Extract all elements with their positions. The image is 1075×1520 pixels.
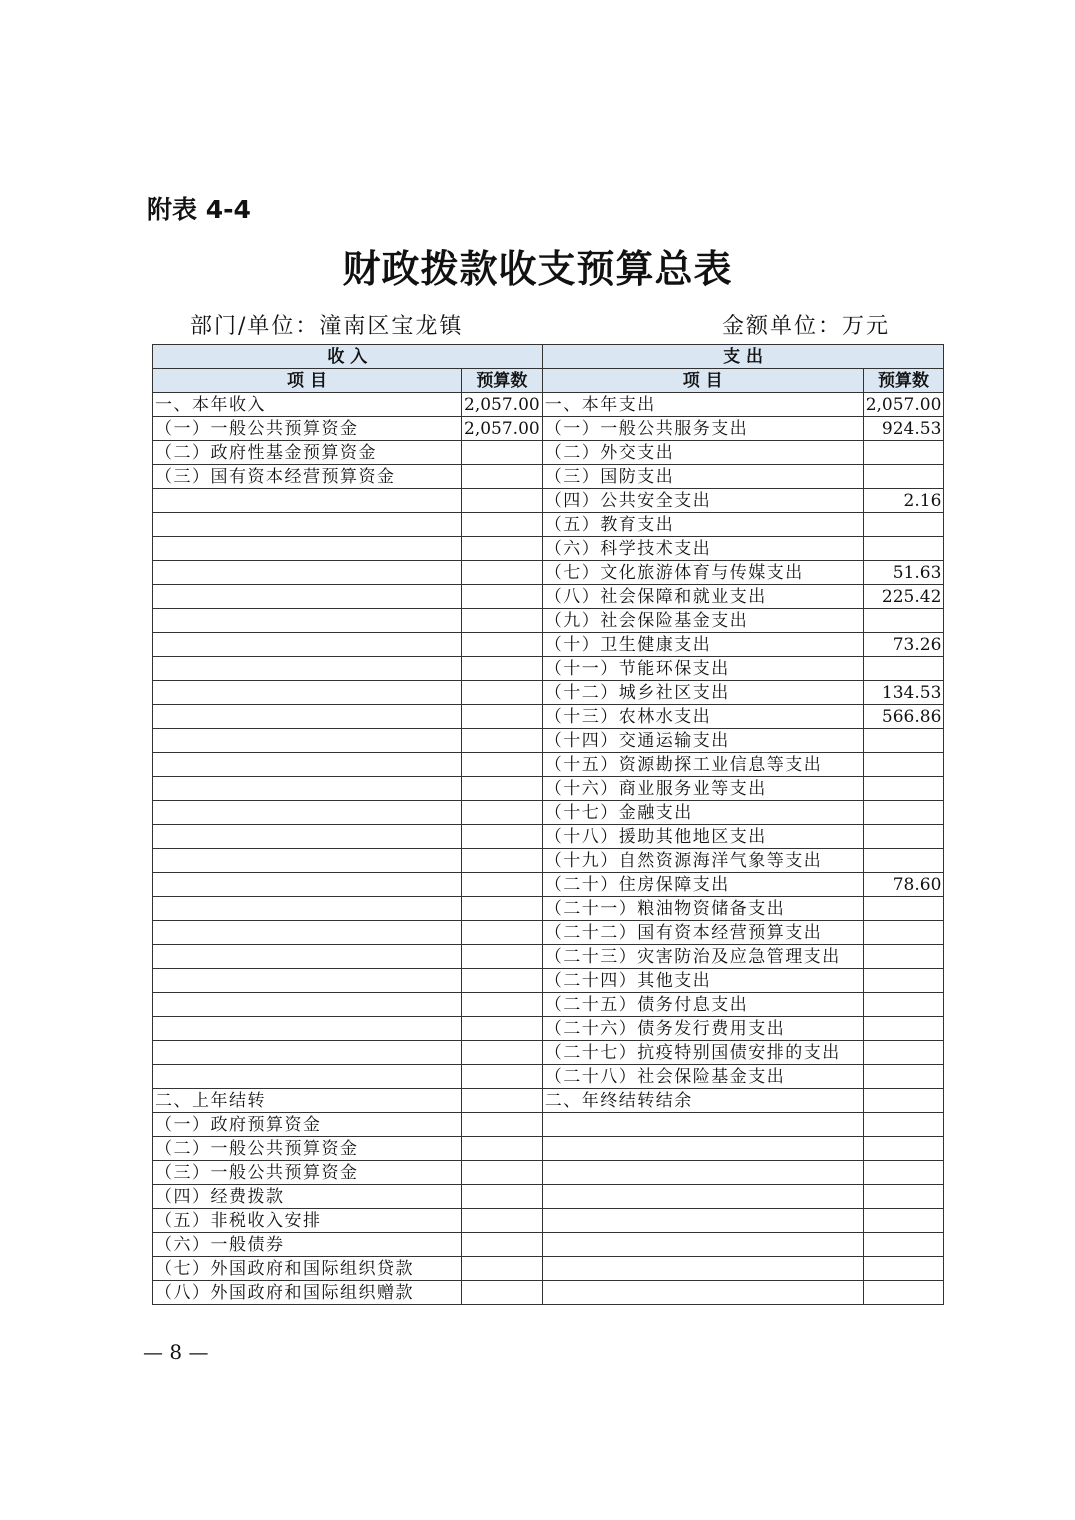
income-amount-cell (462, 1113, 543, 1137)
table-row (153, 489, 944, 513)
table-row (153, 1017, 944, 1041)
expense-amount-cell (863, 1257, 944, 1281)
expense-amount-cell: 2.16 (863, 489, 944, 513)
expense-amount-cell (863, 1233, 944, 1257)
table-row (153, 585, 944, 609)
expense-item-cell (542, 1113, 863, 1137)
expense-amount-cell (863, 945, 944, 969)
expense-item-cell (542, 1209, 863, 1233)
expense-amount-cell: 73.26 (863, 633, 944, 657)
income-amount-cell (462, 1209, 543, 1233)
expense-amount-cell (863, 465, 944, 489)
table-row (153, 1185, 944, 1209)
income-item-cell (153, 945, 462, 969)
income-item-cell: （八）外国政府和国际组织赠款 (153, 1281, 462, 1305)
expense-amount-cell (863, 441, 944, 465)
income-amount-cell (462, 657, 543, 681)
expense-item-cell: （四）公共安全支出 (542, 489, 863, 513)
expense-amount-cell: 225.42 (863, 585, 944, 609)
expense-amount-cell (863, 1137, 944, 1161)
income-amount-cell: 2,057.00 (462, 393, 543, 417)
income-item-cell (153, 969, 462, 993)
expense-item-cell: （二）外交支出 (542, 441, 863, 465)
expense-amount-cell (863, 777, 944, 801)
table-row (153, 825, 944, 849)
income-amount-cell (462, 993, 543, 1017)
table-row (153, 1089, 944, 1113)
income-header: 收 入 (153, 345, 543, 369)
income-amount-cell (462, 1185, 543, 1209)
table-group-header-row (153, 345, 944, 369)
expense-item-cell: 二、年终结转结余 (542, 1089, 863, 1113)
table-row (153, 1065, 944, 1089)
income-item-cell: （三）一般公共预算资金 (153, 1161, 462, 1185)
expense-amount-cell (863, 1281, 944, 1305)
table-row (153, 897, 944, 921)
income-item-cell (153, 825, 462, 849)
income-amount-cell (462, 969, 543, 993)
expense-amount-cell (863, 825, 944, 849)
income-amount-cell (462, 1233, 543, 1257)
income-item-cell (153, 849, 462, 873)
income-amount-cell (462, 1137, 543, 1161)
expense-item-cell: （二十三）灾害防治及应急管理支出 (542, 945, 863, 969)
table-row (153, 441, 944, 465)
table-row (153, 393, 944, 417)
income-amount-cell (462, 1281, 543, 1305)
income-amount-cell (462, 849, 543, 873)
page-title: 财政拨款收支预算总表 (342, 246, 733, 291)
department-label: 部门/单位：潼南区宝龙镇 (190, 314, 464, 339)
expense-amount-cell (863, 1185, 944, 1209)
expense-item-cell: （十九）自然资源海洋气象等支出 (542, 849, 863, 873)
income-item-cell (153, 993, 462, 1017)
income-amount-cell (462, 1065, 543, 1089)
income-item-cell (153, 633, 462, 657)
expense-item-cell (542, 1137, 863, 1161)
expense-amount-cell (863, 753, 944, 777)
expense-item-cell: （十八）援助其他地区支出 (542, 825, 863, 849)
income-item-cell (153, 489, 462, 513)
expense-amount-cell (863, 897, 944, 921)
expense-item-cell: （二十一）粮油物资储备支出 (542, 897, 863, 921)
table-row (153, 1113, 944, 1137)
expense-item-cell: （十三）农林水支出 (542, 705, 863, 729)
table-row (153, 921, 944, 945)
income-item-cell: （六）一般债券 (153, 1233, 462, 1257)
income-item-cell (153, 1017, 462, 1041)
expense-amount-cell (863, 1209, 944, 1233)
income-item-cell: （七）外国政府和国际组织贷款 (153, 1257, 462, 1281)
income-item-cell (153, 729, 462, 753)
expense-item-cell (542, 1257, 863, 1281)
table-row (153, 609, 944, 633)
income-item-cell: （四）经费拨款 (153, 1185, 462, 1209)
expense-amount-cell (863, 849, 944, 873)
expense-item-cell: （十四）交通运输支出 (542, 729, 863, 753)
income-amount-cell (462, 1161, 543, 1185)
expense-item-cell: （一）一般公共服务支出 (542, 417, 863, 441)
income-item-cell: （二）政府性基金预算资金 (153, 441, 462, 465)
table-row (153, 1209, 944, 1233)
expense-item-cell: （二十四）其他支出 (542, 969, 863, 993)
table-row (153, 417, 944, 441)
expense-amount-cell (863, 1065, 944, 1089)
expense-amount-cell (863, 537, 944, 561)
expense-item-cell: （二十）住房保障支出 (542, 873, 863, 897)
income-amount-cell (462, 945, 543, 969)
table-row (153, 1041, 944, 1065)
expense-amount-cell (863, 801, 944, 825)
table-row (153, 681, 944, 705)
expense-item-cell: （二十七）抗疫特别国债安排的支出 (542, 1041, 863, 1065)
expense-amount-column-header: 预算数 (863, 369, 944, 393)
table-row (153, 1281, 944, 1305)
expense-item-cell (542, 1281, 863, 1305)
expense-amount-cell (863, 657, 944, 681)
table-row (153, 465, 944, 489)
income-item-cell: （五）非税收入安排 (153, 1209, 462, 1233)
table-row (153, 1137, 944, 1161)
income-item-cell: 二、上年结转 (153, 1089, 462, 1113)
income-amount-cell (462, 681, 543, 705)
expense-amount-cell (863, 609, 944, 633)
income-item-cell (153, 705, 462, 729)
budget-table-body (153, 393, 944, 1305)
expense-item-cell: （二十二）国有资本经营预算支出 (542, 921, 863, 945)
income-item-cell (153, 897, 462, 921)
income-amount-cell (462, 753, 543, 777)
income-amount-cell (462, 1257, 543, 1281)
income-amount-cell (462, 873, 543, 897)
expense-amount-cell (863, 1113, 944, 1137)
expense-amount-cell: 78.60 (863, 873, 944, 897)
expense-item-cell: （六）科学技术支出 (542, 537, 863, 561)
expense-amount-cell (863, 729, 944, 753)
income-amount-cell (462, 561, 543, 585)
expense-item-cell: （二十五）债务付息支出 (542, 993, 863, 1017)
income-item-cell (153, 585, 462, 609)
table-row (153, 1161, 944, 1185)
income-item-cell: （一）一般公共预算资金 (153, 417, 462, 441)
expense-item-cell: （三）国防支出 (542, 465, 863, 489)
income-amount-cell (462, 705, 543, 729)
table-row (153, 969, 944, 993)
income-item-cell (153, 801, 462, 825)
table-row (153, 705, 944, 729)
table-column-header-row (153, 369, 944, 393)
income-item-cell: 一、本年收入 (153, 393, 462, 417)
expense-amount-cell: 2,057.00 (863, 393, 944, 417)
income-item-column-header: 项 目 (153, 369, 462, 393)
income-amount-cell (462, 729, 543, 753)
table-row (153, 513, 944, 537)
table-row (153, 801, 944, 825)
expense-amount-cell (863, 1017, 944, 1041)
income-amount-cell (462, 585, 543, 609)
expense-amount-cell: 924.53 (863, 417, 944, 441)
income-amount-cell (462, 489, 543, 513)
income-item-cell: （三）国有资本经营预算资金 (153, 465, 462, 489)
table-row (153, 729, 944, 753)
table-row (153, 753, 944, 777)
income-amount-cell (462, 777, 543, 801)
expense-item-cell: （五）教育支出 (542, 513, 863, 537)
income-amount-cell (462, 801, 543, 825)
expense-header: 支 出 (542, 345, 944, 369)
expense-item-cell: （十二）城乡社区支出 (542, 681, 863, 705)
expense-item-cell: （八）社会保障和就业支出 (542, 585, 863, 609)
expense-item-cell: （二十六）债务发行费用支出 (542, 1017, 863, 1041)
expense-amount-cell (863, 1089, 944, 1113)
expense-amount-cell (863, 921, 944, 945)
income-item-cell (153, 513, 462, 537)
income-item-cell (153, 873, 462, 897)
table-row (153, 945, 944, 969)
expense-amount-cell: 566.86 (863, 705, 944, 729)
income-amount-cell (462, 441, 543, 465)
income-item-cell (153, 681, 462, 705)
income-item-cell (153, 1065, 462, 1089)
expense-item-cell: （十）卫生健康支出 (542, 633, 863, 657)
expense-amount-cell: 51.63 (863, 561, 944, 585)
income-item-cell (153, 753, 462, 777)
income-item-cell (153, 921, 462, 945)
income-amount-cell (462, 825, 543, 849)
table-row (153, 657, 944, 681)
expense-amount-cell (863, 993, 944, 1017)
expense-item-cell: （十一）节能环保支出 (542, 657, 863, 681)
table-row (153, 633, 944, 657)
income-item-cell (153, 777, 462, 801)
income-amount-cell (462, 465, 543, 489)
income-amount-cell: 2,057.00 (462, 417, 543, 441)
expense-item-cell: （十六）商业服务业等支出 (542, 777, 863, 801)
income-amount-cell (462, 1041, 543, 1065)
expense-item-cell (542, 1161, 863, 1185)
income-amount-cell (462, 1017, 543, 1041)
table-row (153, 849, 944, 873)
expense-amount-cell (863, 513, 944, 537)
income-item-cell (153, 609, 462, 633)
expense-item-cell: （二十八）社会保险基金支出 (542, 1065, 863, 1089)
income-amount-cell (462, 513, 543, 537)
page-number: — 8 — (143, 1340, 209, 1364)
table-row (153, 537, 944, 561)
income-amount-cell (462, 537, 543, 561)
expense-item-cell (542, 1233, 863, 1257)
expense-item-cell: （九）社会保险基金支出 (542, 609, 863, 633)
income-amount-column-header: 预算数 (462, 369, 543, 393)
expense-amount-cell (863, 1161, 944, 1185)
income-item-cell (153, 537, 462, 561)
expense-item-cell: （十七）金融支出 (542, 801, 863, 825)
table-row (153, 873, 944, 897)
table-row (153, 561, 944, 585)
attachment-label: 附表 4-4 (147, 195, 251, 224)
income-item-cell (153, 561, 462, 585)
table-row (153, 1233, 944, 1257)
expense-amount-cell (863, 1041, 944, 1065)
expense-amount-cell: 134.53 (863, 681, 944, 705)
income-item-cell: （二）一般公共预算资金 (153, 1137, 462, 1161)
expense-item-cell: 一、本年支出 (542, 393, 863, 417)
income-item-cell: （一）政府预算资金 (153, 1113, 462, 1137)
income-item-cell (153, 1041, 462, 1065)
income-amount-cell (462, 633, 543, 657)
expense-amount-cell (863, 969, 944, 993)
income-amount-cell (462, 1089, 543, 1113)
expense-item-column-header: 项 目 (542, 369, 863, 393)
table-row (153, 777, 944, 801)
expense-item-cell: （七）文化旅游体育与传媒支出 (542, 561, 863, 585)
table-row (153, 993, 944, 1017)
table-row (153, 1257, 944, 1281)
income-amount-cell (462, 609, 543, 633)
amount-unit-label: 金额单位：万元 (722, 314, 891, 339)
income-amount-cell (462, 921, 543, 945)
expense-item-cell: （十五）资源勘探工业信息等支出 (542, 753, 863, 777)
budget-table (152, 344, 944, 1305)
income-item-cell (153, 657, 462, 681)
income-amount-cell (462, 897, 543, 921)
expense-item-cell (542, 1185, 863, 1209)
